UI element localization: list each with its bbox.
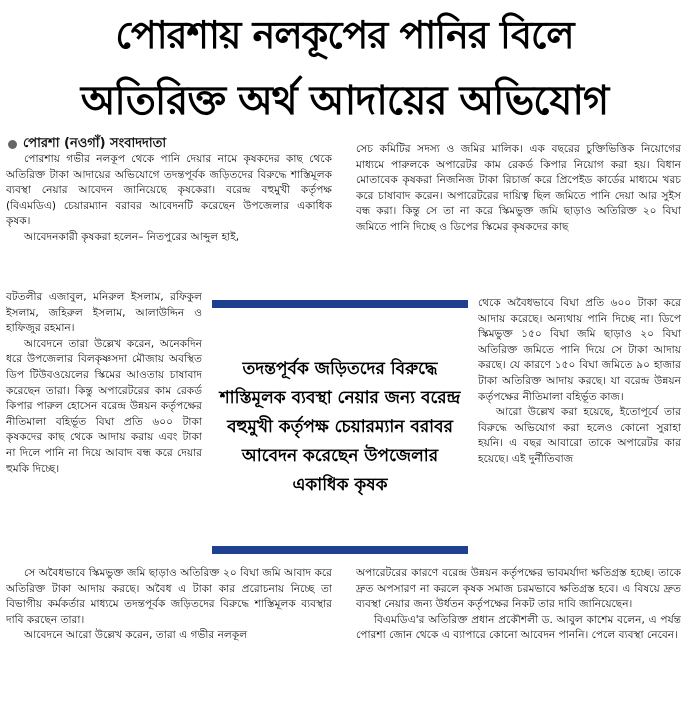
paragraph: সে অবৈধভাবে স্কিমভুক্ত জমি ছাড়াও অতিরিক্ত ২০ বিঘা জমি আবাদ করে অতিরিক্ত টাকা আদায় করছে। অবৈধ এ টাকা কার প্ররোচনায় নিচ্ছে তা বিভাগীয় কর্মকর্তার মাধ্যমে তদন্তপূর্বক জড়িতদের বিরুদ্ধে শাস্তিমূলক ব্যবস্থার দাবি করছেন তারা। [6,567,332,626]
headline-line-2: অতিরিক্ত অর্থ আদায়ের অভিযোগ [80,78,609,124]
paragraph: আবেদনকারী কৃষকরা হলেন– নিতপুরের আব্দুল হাই, [24,230,240,243]
bullet-icon [8,140,17,149]
byline-text: পোরশা (নওগাঁ) সংবাদদাতা [23,136,167,151]
paragraph: অপারেটরের কারণে বরেন্দ্র উন্নয়ন কর্তৃপক্ষের ভাবমর্যাদা ক্ষতিগ্রস্ত হচ্ছে। তাকে দ্রুত অপসারণ না করলে কৃষক সমাজ চরমভাবে ক্ষতিগ্রস্ত হবে। এ বিষয়ে দ্রুত ব্যবস্থা নেয়ার জন্য উর্ধতন কর্তৃপক্ষের নিকট তার দাবি জানিয়েছেন। [356,567,681,611]
article-column-left-narrow [6,290,202,566]
paragraph: সেচ কমিটির সদস্য ও জমির মালিক। এক বছরের চুক্তিভিত্তিক নিয়োগের মাধ্যমে পারুলকে অপারেটর কাম রেকর্ড কিপার নিয়োগ করা হয়। বিধান মোতাবেক কৃষকরা নিজনিজ টাকা রিচার্জ করে প্রিপেইড কার্ডের মাধ্যমে খরচ করে চাষাবাদ করেন। অপারেটরের দায়িত্ব ছিল জমিতে পানি দেয়া আর সুইস বন্ধ করা। কিন্তু সে তা না করে স্কিমভুক্ত জমি ছাড়াও অতিরিক্ত ২০ বিঘা জমিতে পানি দিচ্ছে ও ডিপের স্কিমের কৃষকদের কাছ [356,143,681,233]
paragraph: বটতলীর এজাবুল, মনিরুল ইসলাম, রফিকুল ইসলাম, জহিরুল ইসলাম, আলাউদ্দিন ও হাফিজুর রহমান। [6,291,202,335]
pull-quote-box [212,300,468,554]
pull-quote-text: তদন্তপূর্বক জড়িতদের বিরুদ্ধে শাস্তিমূলক ব্যবস্থা নেয়ার জন্য বরেন্দ্র বহুমুখী কর্তৃপক্ষ চেয়ারম্যান বরাবর আবেদন করেছেন উপজেলার একাধিক কৃষক [219,358,461,495]
paragraph: আবেদনে তারা উল্লেখ করেন, অনেকদিন ধরে উপজেলার বিলকৃষ্ণসদা মৌজায় অবস্থিত ডিপ টিউবওয়েলের স্কিমের আওতায় চাষাবাদ করেছেন তারা। কিন্তু অপারেটরের কাম রেকর্ড কিপার পারুল হোসেন বরেন্দ্র উন্নয়ন কর্তৃপক্ষের নীতিমালা বহির্ভূত বিঘা প্রতি ৬০০ টাকা কৃষকদের কাছ থেকে আদায় করায় এবং টাকা না দিলে পানি না দিয়ে আবাদ বন্ধ করে দেয়ার হুমকি দিচ্ছে। [6,337,202,475]
paragraph: বিএমডিএ'র অতিরিক্ত প্রধান প্রকৌশলী ড. আবুল কাশেম বলেন, এ পর্যন্ত পোরশা জোন থেকে এ ব্যাপারে কোনো আবেদন পাননি। পেলে ব্যবস্থা নেবেন। [356,613,681,642]
article-column-bottom-right [356,566,681,700]
article-column-bottom-left [6,566,332,700]
article-column-right-top [356,142,681,308]
paragraph: পোরশায় গভীর নলকূপ থেকে পানি দেয়ার নামে কৃষকদের কাছ থেকে অতিরিক্ত টাকা আদায়ের অভিযোগে তদন্তপূর্বক জড়িতদের বিরুদ্ধে শাস্তিমূলক ব্যবস্থা নেয়ার আবেদন জানিয়েছে কৃষকেরা। বরেন্দ্র বহুমুখী কর্তৃপক্ষ (বিএমডিএ) চেয়ারম্যান বরাবর আবেদনটি করেছেন উপজেলার একাধিক কৃষক। [6,153,332,228]
paragraph: আরো উল্লেখ করা হয়েছে, ইতোপূর্বে তার বিরুদ্ধে অভিযোগ করা হলেও কোনো সুরাহা হয়নি। এ বছর আবারো তাকে অপারেটর কার হয়েছে। এই দুর্নীতিবাজ [478,406,681,465]
paragraph: থেকে অবৈধভাবে বিঘা প্রতি ৬০০ টাকা করে আদায় করেছে। অন্যথায় পানি দিচ্ছে না। ডিপে স্কিমভুক্ত ১৫০ বিঘা জমি ছাড়াও ২০ বিঘা অতিরিক্ত জমিতে পানি দিয়ে সে টাকা আদায় করছে। যে কারণে ১৫০ বিঘা জমিতে ৯০ হাজার টাকা অতিরিক্ত আদায় করছে। যা বরেন্দ্র উন্নয়ন কর্তৃপক্ষের নীতিমালা বহির্ভূত কাজ। [478,297,681,403]
article-column-right-narrow [478,296,681,564]
headline-line-1: পোরশায় নলকূপের পানির বিলে [115,13,574,57]
paragraph: আবেদনে আরো উল্লেখ করেন, তারা এ গভীর নলকূল [24,629,248,642]
